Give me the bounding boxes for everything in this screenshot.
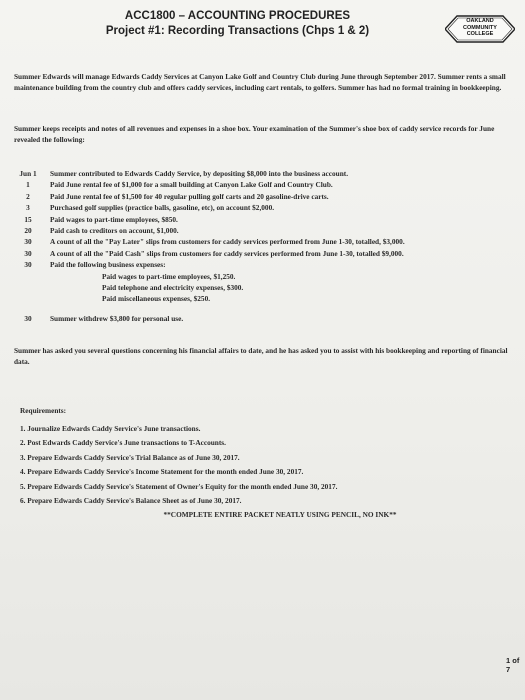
transactions-list — [14, 168, 509, 324]
transaction-row: 3 Purchased golf supplies (practice balls, gasoline, etc), on account $2,000. — [26, 203, 275, 213]
pencil-note: **COMPLETE ENTIRE PACKET NEATLY USING PENCIL, NO INK** — [163, 510, 397, 520]
page-number: 1 of 7 — [506, 656, 520, 674]
requirement-item: 2. Post Edwards Caddy Service's June transactions to T-Accounts. — [20, 438, 226, 448]
closing-paragraph: Summer has asked you several questions concerning his financial affairs to date, and he has asked you to assist with his bookkeeping and reporting of financial data. — [14, 346, 508, 366]
transaction-row: 30 Paid the following business expenses: — [24, 260, 166, 270]
transaction-row: Jun 1 Summer contributed to Edwards Caddy Service, by depositing $8,000 into the business account. — [19, 169, 349, 178]
transaction-row: 20 Paid cash to creditors on account, $1,000. — [24, 225, 179, 235]
transaction-row: 1 Paid June rental fee of $1,000 for a small building at Canyon Lake Golf and Country Club. — [26, 180, 333, 190]
course-title: ACC1800 – ACCOUNTING PROCEDURES — [124, 10, 351, 22]
transaction-row-withdraw: 30 Summer withdrew $3,800 for personal use. — [24, 313, 184, 323]
requirements-section — [20, 406, 500, 522]
expense-item: Paid telephone and electricity expenses, $300. — [102, 282, 244, 292]
shoebox-paragraph: Summer keeps receipts and notes of all revenues and expenses in a shoe box. Your examination of the Summer's shoe box of caddy service records for June revealed the following: — [14, 124, 495, 144]
transaction-row: 30 A count of all the "Paid Cash" slips from customers for caddy services performed from June 1-30, totalled $9,000. — [24, 248, 404, 258]
requirement-item: 5. Prepare Edwards Caddy Service's Statement of Owner's Equity for the month ended June 30, 2017. — [20, 481, 338, 491]
requirement-item: 4. Prepare Edwards Caddy Service's Income Statement for the month ended June 30, 2017. — [20, 467, 304, 477]
transaction-row: 30 A count of all the "Pay Later" slips from customers for caddy services performed from June 1-30, totalled, $3,000. — [24, 237, 405, 247]
intro-paragraph: Summer Edwards will manage Edwards Caddy Services at Canyon Lake Golf and Country Club during June through September 2017. Summer rents a small maintenance building from the country club and offers caddy services, including cart rentals, to golfers. Summer has had no formal training in bookkeeping. — [14, 72, 506, 92]
transaction-row: 15 Paid wages to part-time employees, $850. — [24, 214, 178, 224]
requirement-item: 1. Journalize Edwards Caddy Service's June transactions. — [20, 424, 201, 433]
expense-item: Paid wages to part-time employees, $1,250. — [102, 271, 236, 281]
expense-item: Paid miscellaneous expenses, $250. — [102, 294, 211, 304]
requirement-item: 6. Prepare Edwards Caddy Service's Balance Sheet as of June 30, 2017. — [20, 495, 242, 505]
requirement-item: 3. Prepare Edwards Caddy Service's Trial Balance as of June 30, 2017. — [20, 452, 240, 462]
requirements-title: Requirements: — [20, 406, 67, 415]
project-title: Project #1: Recording Transactions (Chps 1 & 2) — [105, 25, 370, 37]
transaction-row: 2 Paid June rental fee of $1,500 for 40 regular pulling golf carts and 20 gasoline-drive carts. — [26, 191, 329, 201]
logo-text: OAKLAND COMMUNITY COLLEGE — [463, 18, 497, 37]
